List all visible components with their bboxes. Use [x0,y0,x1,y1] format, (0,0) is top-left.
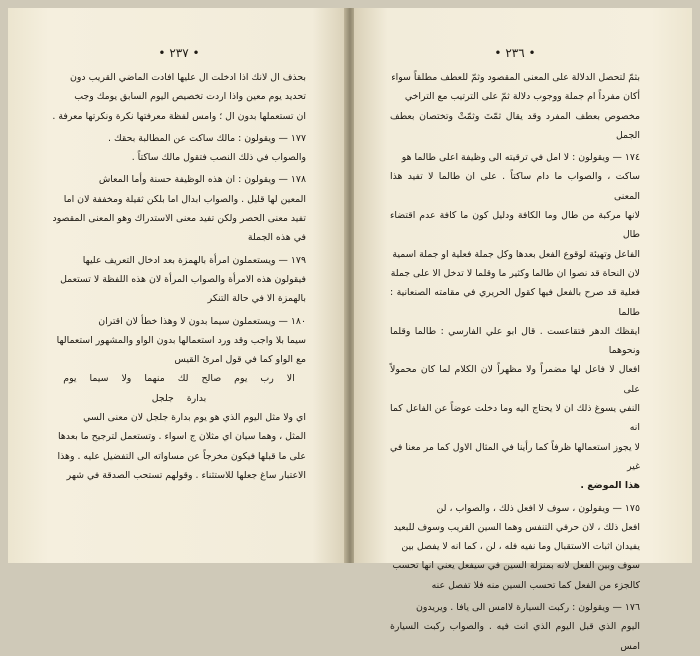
page-number: • ٢٣٧ • [158,46,200,60]
text-line: ١٧٤ — ويقولون : لا امل في ترقيته الى وظيفة اعلى طالما هو [401,152,640,164]
text-line: على ما قبلها فيكون مخرجاً عن مساواته الى التفضيل عليه . وهذا [57,450,306,462]
text-line: ١٧٦ — ويقولون : ركبت السيارة لاامس الى يافا . ويريدون [416,602,640,614]
text-line: ان تستعملها بدون ال ؛ وامس لفظة معرفتها نكرة ونكرتها معرفة . [52,110,306,122]
text-line: مع الواو كما في قول امرئ القيس [174,354,306,366]
text-line: والصواب في ذلك النصب فتقول مالك ساكتاً . [131,152,306,164]
text-line: كالجزء من الفعل كما تحسب السين منه فلا تفصل عنه [431,579,640,591]
text-line: بالهمزة الا في حالة التنكر [207,293,306,305]
text-line: تحديد يوم معين واذا اردت تخصيص اليوم السابق يومك وجب [74,91,306,103]
text-line: المعين لها قليل . والصواب ابدال اما بلكن ثقيلة ومخففة لان اما [63,193,306,205]
text-line: بثمّ لتحصل الدلالة على المعنى المقصود وثمّ للعطف مطلقاً سواء [391,72,640,83]
open-book [8,8,692,652]
text-line: فعلية قد صرح بالفعل فيها كقول الحريري في مقامته الصنعانية : طالما [390,287,640,318]
text-line: تفيد معنى الحصر ولكن تفيد معنى الاستدراك وهو المعنى المقصود [52,213,306,225]
text-line: في هذه الجملة [247,232,306,244]
text-line: ١٧٩ — ويستعملون امرأة بالهمزة بعد ادخال التعريف عليها [82,254,306,266]
text-line: فيقولون هذه الامرأة والصواب المرأة لان هذه اللفظة لا تستعمل [60,273,306,285]
text-line: افعال لا فاعل لها مضمراً ولا مظهراً لان الكلام لما كان محمولاً على [390,364,640,395]
text-line: أكان مفرداً ام جملة ووجوب دلالة ثمّ على الترتيب مع التراخي [404,91,640,103]
text-line: لانها مركبة من طال وما الكافة ودليل كون ما كافة عدم اقتضاء طال [390,210,640,241]
text-line: النفي يسوغ ذلك ان لا يحتاج اليه وما دخلت عوضاً عن الفاعل كما انه [390,403,640,434]
text-line: لان النحاة قد نصوا ان طالما وكثير ما وقلما لا تدخل الا على جملة [390,267,640,279]
text-line: لا يجوز استعمالها ظرفاً كما رأينا في المثال الاول كما مر معنا في غير [390,441,640,472]
text-line: اليوم الذي قبل اليوم الذي انت فيه . والصواب ركبت السيارة امس [390,621,640,652]
text-line: ١٧٨ — ويقولون : ان هذه الوظيفة حسنة وأما المعاش [98,174,306,186]
text-line: افعل ذلك ، لان حرفي التنفس وهما السين القريب وسوف للبعيد [393,521,640,533]
text-line: سيما بلا واجب وقد ورد استعمالها بدون الواو والمشهور استعمالها [56,334,306,346]
text-line: ١٨٠ — ويستعملون سيما بدون لا وهذا خطأ لان اقتران [98,315,306,327]
text-line: المثل ، وهما سيان اي مثلان ج اسواء . وتستعمل لترجيح ما بعدها [57,431,306,443]
text-line: بحذف ال لانك اذا ادخلت ال عليها افادت الماضي القريب دون [70,72,306,83]
text-line: اي ولا مثل اليوم الذي هو يوم بدارة جلجل لان معنى السي [83,412,306,424]
left-page [8,8,346,563]
text-line: ١٧٧ — ويقولون : مالك ساكت عن المطالبة بحقك . [108,132,306,144]
text-line: هذا الموضع . [580,480,640,492]
text-line: سوف وبين الفعل لانه بمنزلة السين في سيفعل يعني انها تحسب [392,560,640,572]
text-line: ١٧٥ — ويقولون ، سوف لا افعل ذلك ، والصواب ، لن [436,502,640,514]
text-line: ساكت ، والصواب ما دام ساكتاً . على ان طالما لا تفيد هذا المعنى [390,171,640,202]
verse-line: الا رب يوم صالح لك منهما ولا سيما يوم بدارة جلجل [63,373,295,404]
text-line: ايقظك الدهر فتقاعست . قال ابو علي الفارسي : طالما وقلما ونحوهما [390,325,640,357]
text-line: مخصوص بعطف المفرد وقد يقال ثمّتَ وثمّتْ وتختصان بعطف الجمل [390,110,640,141]
page-text [390,68,640,656]
text-line: الفاعل وتهيئة لوقوع الفعل بعدها وكل جملة فعلية او جملة اسمية [392,248,640,260]
page-number: • ٢٣٦ • [494,46,536,60]
text-line: يفيدان اثبات الاستقبال وما نفيه فله ، لن ، كما انه لا يفصل بين [401,541,640,553]
right-page [354,8,692,652]
page-text [52,68,306,485]
text-line: الاعتبار ساغ جعلها للاستثناء . وقولهم تستحب الصدقة في شهر [66,469,306,481]
